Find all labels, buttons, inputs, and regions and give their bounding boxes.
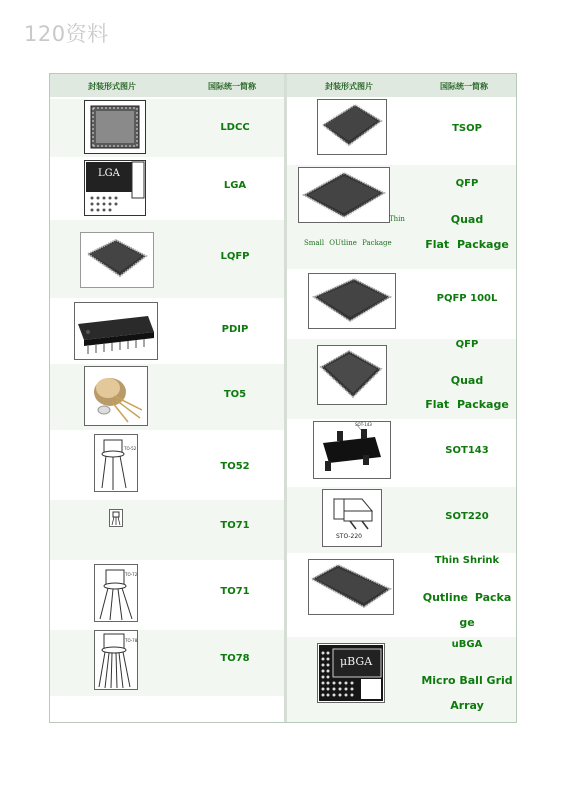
- package-name: Thin Shrink: [434, 555, 500, 566]
- pqfp-chip-icon: [308, 273, 396, 329]
- right-header-image: 封装形式图片: [325, 82, 373, 91]
- package-name-line2: Quad: [450, 374, 484, 387]
- table-row: [50, 159, 285, 217]
- table-row: [287, 165, 516, 269]
- left-header-image: 封装形式图片: [88, 82, 136, 91]
- ubga-chip-label: μBGA: [340, 655, 373, 668]
- table-row: [50, 220, 285, 298]
- to71-can-icon: [94, 564, 138, 622]
- ubga-chip-icon: [317, 643, 385, 703]
- table-row: [50, 562, 285, 628]
- package-name: TO71: [220, 520, 250, 531]
- package-name-line2: Micro Ball Grid: [421, 674, 513, 687]
- package-name-line2: Qutline Packa: [422, 591, 512, 604]
- package-name: LGA: [223, 180, 247, 191]
- sot143-chip-icon: [313, 421, 391, 479]
- sot220-chip-icon: [322, 489, 382, 547]
- package-name: uBGA: [451, 639, 483, 650]
- table-row: [287, 637, 516, 722]
- table-row: [287, 421, 516, 485]
- tsop-chip-icon: [317, 99, 387, 155]
- table-row: [287, 271, 516, 337]
- left-header-name: 国际统一简称: [208, 82, 256, 91]
- package-name: QFP: [455, 339, 479, 350]
- package-name: TO71: [220, 586, 250, 597]
- package-name: TO5: [223, 389, 247, 400]
- package-name-line2: Quad: [450, 213, 484, 226]
- table-row: [287, 99, 516, 163]
- sot143-chip-label: SOT-143: [355, 422, 372, 427]
- right-header: [287, 74, 516, 97]
- ldcc-chip-icon: [84, 100, 146, 154]
- to71-small-icon: [109, 509, 123, 527]
- table-row: [50, 500, 285, 560]
- to78-can-icon: [94, 630, 138, 690]
- svg-text:TO-78: TO-78: [125, 638, 138, 643]
- note-small-outline: Small OUtline Package: [304, 239, 392, 247]
- note-thin: Thin: [389, 215, 405, 223]
- package-name: PQFP 100L: [436, 293, 498, 304]
- package-name: TSOP: [452, 123, 482, 134]
- lga-chip-icon: [84, 160, 146, 216]
- package-name: SOT143: [445, 445, 489, 456]
- watermark-text: 120资料: [24, 22, 109, 46]
- svg-text:TO-52: TO-52: [124, 446, 137, 451]
- package-name: PDIP: [221, 324, 249, 335]
- table-row: [50, 432, 285, 498]
- package-name-line3: Flat Package: [425, 398, 509, 411]
- lqfp-chip-icon: [80, 232, 154, 288]
- table-row: [50, 364, 285, 430]
- package-name: LQFP: [220, 251, 250, 262]
- tssop-chip-icon: [308, 559, 394, 615]
- svg-text:TO-72: TO-72: [125, 572, 138, 577]
- left-column: [50, 74, 285, 722]
- to52-can-icon: [94, 434, 138, 492]
- package-name: TO78: [220, 653, 250, 664]
- package-name: SOT220: [445, 511, 489, 522]
- package-name: QFP: [455, 178, 479, 189]
- package-name-line3: ge: [459, 616, 475, 629]
- table-row: [287, 487, 516, 553]
- table-row: [50, 300, 285, 362]
- sot220-chip-label: STO-220: [336, 533, 362, 540]
- right-header-name: 国际统一简称: [440, 82, 488, 91]
- qfp-chip-2-icon: [317, 345, 387, 405]
- table-row: [287, 555, 516, 635]
- package-name-line3: Flat Package: [425, 238, 509, 251]
- lga-chip-label: LGA: [98, 168, 120, 179]
- pdip-chip-icon: [74, 302, 158, 360]
- package-name-line3: Array: [450, 699, 484, 712]
- table-row: [287, 339, 516, 419]
- left-header: [50, 74, 285, 97]
- qfp-chip-icon: [298, 167, 390, 223]
- table-row: [50, 99, 285, 157]
- to5-can-icon: [84, 366, 148, 426]
- package-table: [49, 73, 517, 723]
- right-column: [287, 74, 516, 722]
- package-name: LDCC: [220, 122, 250, 133]
- package-name: TO52: [220, 461, 250, 472]
- table-row: [50, 630, 285, 696]
